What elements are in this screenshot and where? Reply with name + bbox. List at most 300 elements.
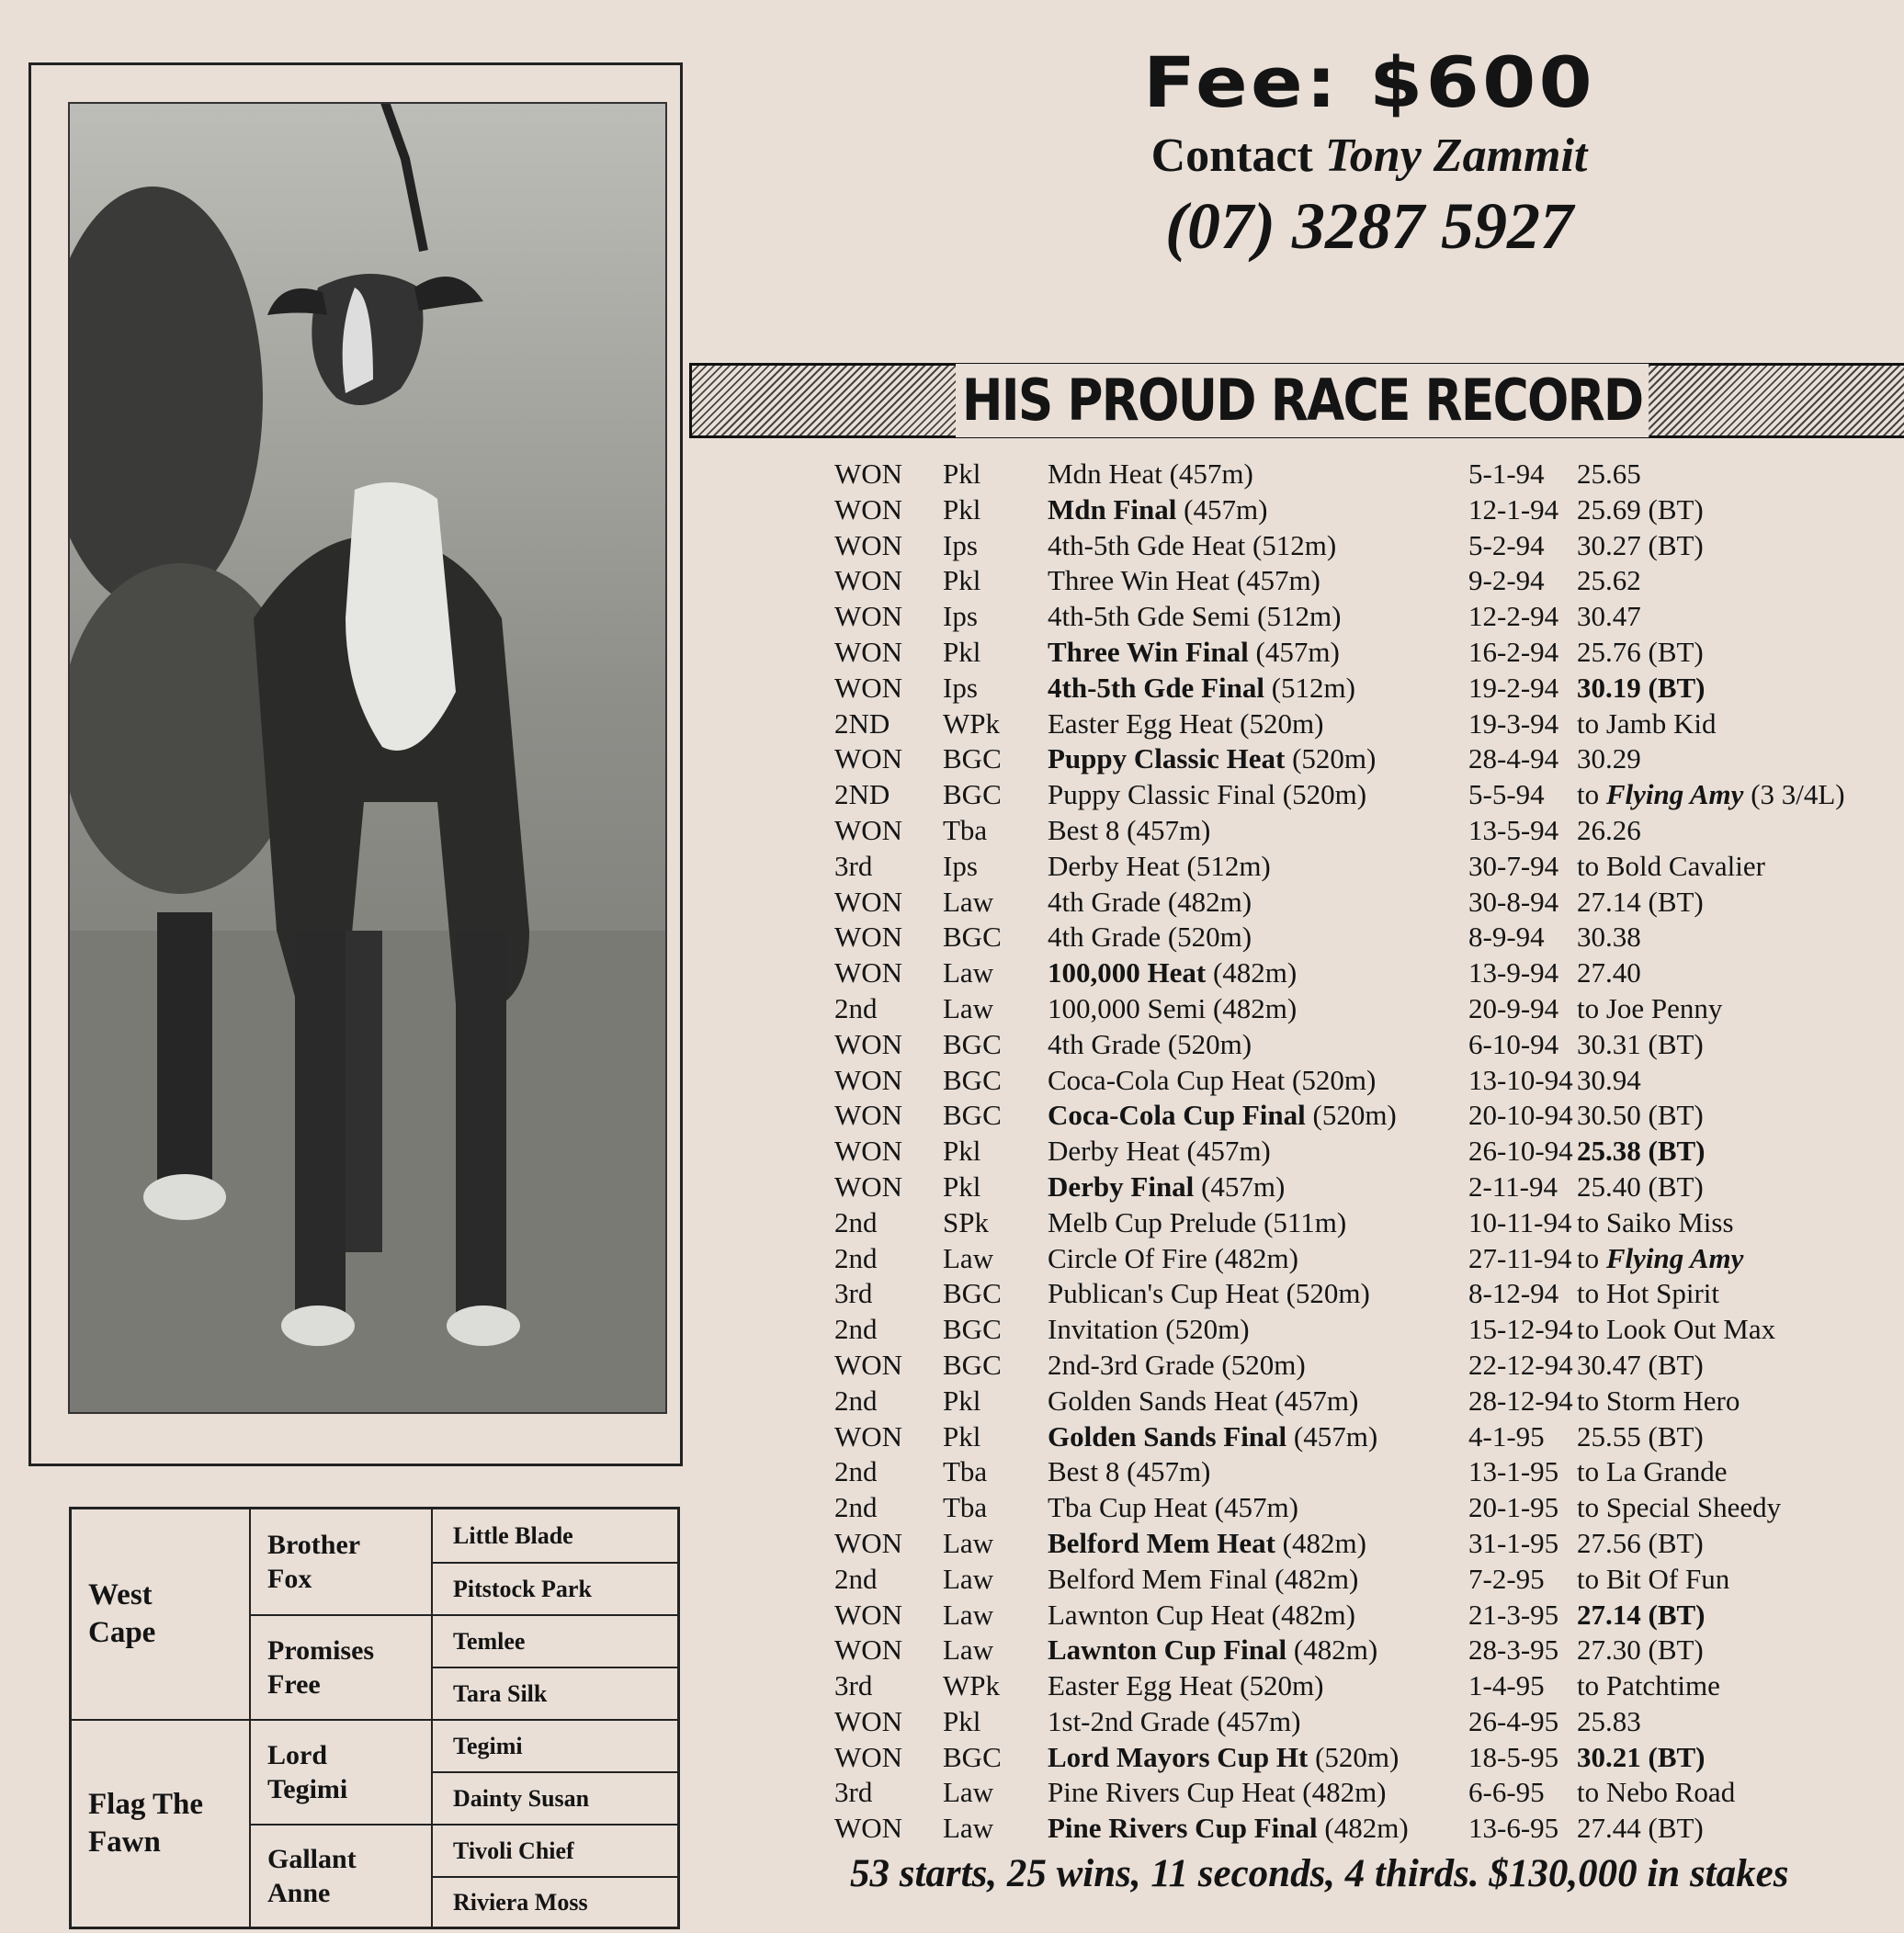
race-track: BGC [943,1027,1002,1060]
race-date: 2-11-94 [1468,1170,1558,1203]
race-date: 13-9-94 [1468,956,1559,989]
race-result: 2nd [834,1562,878,1595]
race-time-or-placing [1577,1028,1704,1061]
race-row [834,1776,1900,1812]
race-distance: (457m) [1214,1491,1298,1524]
race-result: WON [834,1099,903,1132]
race-distance: (520m) [1240,1669,1324,1702]
race-time: to [1577,1241,1600,1274]
race-track: WPk [943,707,1000,740]
race-time: 30.94 [1577,1063,1641,1096]
race-distance: (482m) [1271,1598,1355,1631]
pedigree-g3-8: Riviera Moss [431,1876,677,1927]
race-result: WON [834,1063,903,1096]
race-track: BGC [943,1277,1002,1310]
race-track: Pkl [943,492,981,526]
race-track: Ips [943,671,978,704]
race-distance: (482m) [1167,885,1252,918]
pedigree-g3-7: Tivoli Chief [431,1824,677,1876]
race-event-name: Derby Heat [1048,849,1180,882]
race-date: 28-4-94 [1468,742,1559,775]
race-track: Law [943,885,994,918]
pedigree-g3-4: Tara Silk [431,1667,677,1719]
contact-prefix: Contact [1150,130,1313,182]
race-event-name: Best 8 [1048,813,1120,846]
race-time-or-placing [1577,529,1704,562]
race-result: WON [834,1348,903,1381]
race-track: BGC [943,1740,1002,1773]
race-event-name: Puppy Classic Heat [1048,742,1286,775]
race-event-name: Puppy Classic Final [1048,778,1276,811]
race-time-or-placing [1577,493,1704,526]
race-event-name: 4th Grade [1048,921,1162,954]
race-date: 16-2-94 [1468,635,1559,668]
race-result: 3rd [834,849,873,882]
race-event [1048,850,1271,883]
race-track: BGC [943,1348,1002,1381]
race-time-or-placing [1577,600,1641,633]
race-track: Pkl [943,635,981,668]
race-track: SPk [943,1205,989,1238]
race-event [1048,1064,1376,1097]
race-track: BGC [943,742,1002,775]
race-time-or-placing [1577,1242,1743,1275]
race-time-or-placing [1577,1170,1704,1204]
race-time: 30.50 (BT) [1577,1099,1704,1132]
race-time: 25.83 [1577,1704,1641,1737]
race-event-name: 100,000 Heat [1048,956,1207,989]
pedigree-dam-dam: Gallant Anne [249,1824,431,1927]
pedigree-g3-2: Pitstock Park [431,1562,677,1614]
race-event [1048,742,1376,775]
race-date: 6-10-94 [1468,1027,1559,1060]
race-time-or-placing [1577,1705,1641,1738]
race-event-name: Pine Rivers Cup Final [1048,1812,1318,1845]
race-row [834,1313,1900,1349]
race-date: 15-12-94 [1468,1313,1573,1346]
race-row [834,1669,1900,1705]
race-time: 30.47 (BT) [1577,1348,1704,1381]
race-time: to Look Out Max [1577,1313,1776,1346]
race-time-or-placing [1577,850,1765,883]
race-event-name: Belford Mem Final [1048,1562,1268,1595]
race-event [1048,1633,1377,1667]
race-time: 30.19 (BT) [1577,671,1706,704]
race-row [834,1420,1900,1456]
race-row [834,636,1900,672]
race-time-or-placing [1577,1349,1704,1382]
race-result: 2nd [834,1205,878,1238]
race-track: Ips [943,600,978,633]
race-event [1048,1099,1397,1132]
contact-phone: (07) 3287 5927 [1165,189,1573,263]
race-event-name: Tba Cup Heat [1048,1491,1207,1524]
race-time-or-placing [1577,1420,1704,1453]
race-result: WON [834,1135,903,1168]
race-track: Pkl [943,1170,981,1203]
race-distance: (457m) [1293,1419,1378,1453]
race-row [834,707,1900,743]
race-event-name: 100,000 Semi [1048,991,1207,1024]
race-row [834,1599,1900,1634]
pedigree-sire-sire: Brother Fox [249,1509,431,1614]
race-distance: (520m) [1167,1027,1252,1060]
race-track: Pkl [943,1384,981,1417]
race-date: 8-9-94 [1468,921,1545,954]
pedigree-sire-dam: Promises Free [249,1614,431,1719]
race-track: Tba [943,1491,988,1524]
race-row [834,1705,1900,1741]
pedigree-sire: West Cape [88,1577,156,1649]
race-opponent: Flying Amy [1605,778,1744,811]
race-distance: (520m) [1165,1313,1250,1346]
race-time-or-placing [1577,707,1717,740]
race-result: WON [834,458,903,490]
race-row [834,1349,1900,1385]
race-row [834,992,1900,1028]
pedigree-g3-3: Temlee [431,1614,677,1667]
race-row [834,564,1900,600]
race-event-name: 1st-2nd Grade [1048,1704,1210,1737]
race-time: 30.31 (BT) [1577,1027,1704,1060]
race-time-or-placing [1577,1563,1729,1596]
race-date: 8-12-94 [1468,1277,1559,1310]
race-distance: (520m) [1282,778,1367,811]
race-event [1048,1385,1358,1418]
race-date: 20-9-94 [1468,991,1559,1024]
race-distance: (520m) [1292,742,1377,775]
race-time: to La Grande [1577,1455,1728,1488]
race-distance: (512m) [1271,671,1355,704]
greyhound-illustration [70,104,665,1412]
race-time: to Bold Cavalier [1577,849,1765,882]
race-event [1048,1776,1387,1809]
race-event-name: Mdn Final [1048,492,1177,526]
race-time: 27.40 [1577,956,1641,989]
race-row [834,1563,1900,1599]
race-result: WON [834,921,903,954]
race-event-name: Belford Mem Heat [1048,1526,1275,1559]
race-row [834,778,1900,814]
race-time: to Hot Spirit [1577,1277,1720,1310]
race-event [1048,600,1341,633]
race-time-or-placing [1577,1455,1728,1488]
race-distance: (482m) [1214,1241,1298,1274]
race-event [1048,529,1336,562]
race-distance: (482m) [1212,956,1298,989]
race-time-or-placing [1577,992,1722,1025]
race-time-or-placing [1577,1776,1735,1809]
race-event [1048,1135,1271,1168]
race-result: WON [834,1027,903,1060]
race-track: Law [943,1598,994,1631]
race-date: 12-1-94 [1468,492,1559,526]
race-result: WON [834,1633,903,1667]
race-time-or-placing [1577,886,1704,919]
race-distance: (520m) [1312,1099,1397,1132]
race-event [1048,1349,1306,1382]
race-distance: (457m) [1169,458,1253,490]
race-time: to Patchtime [1577,1669,1720,1702]
race-event-name: 4th-5th Gde Semi [1048,600,1251,633]
race-event [1048,1491,1298,1524]
race-time-or-placing [1577,778,1845,811]
race-result: 3rd [834,1776,873,1809]
race-track: BGC [943,1313,1002,1346]
race-event [1048,1455,1210,1488]
race-time: 30.47 [1577,600,1641,633]
race-distance: (512m) [1257,600,1342,633]
race-date: 13-6-95 [1468,1812,1559,1845]
race-event [1048,493,1267,526]
race-opponent: Flying Amy [1605,1241,1744,1274]
race-time: 25.69 (BT) [1577,492,1704,526]
race-row [834,1242,1900,1278]
race-row [834,1064,1900,1100]
race-time: to Jamb Kid [1577,707,1717,740]
race-track: Law [943,1241,994,1274]
race-time-or-placing [1577,564,1641,597]
race-event-name: Melb Cup Prelude [1048,1205,1257,1238]
race-row [834,1527,1900,1563]
race-time: to Nebo Road [1577,1776,1736,1809]
race-time-or-placing [1577,1099,1704,1132]
race-distance: (457m) [1186,1135,1271,1168]
pedigree-table [69,1507,680,1929]
race-distance: (520m) [1292,1063,1377,1096]
race-time: 25.40 (BT) [1577,1170,1704,1203]
race-result: 2nd [834,991,878,1024]
race-event [1048,1669,1323,1702]
race-row [834,1135,1900,1170]
race-distance: (457m) [1127,813,1211,846]
contact-line [1011,129,1728,183]
race-row [834,1099,1900,1135]
race-time-or-placing [1577,921,1641,954]
race-result: WON [834,564,903,597]
race-track: BGC [943,1063,1002,1096]
race-track: BGC [943,778,1002,811]
race-time: 27.44 (BT) [1577,1812,1704,1845]
race-event-name: Invitation [1048,1313,1159,1346]
race-time-or-placing [1577,742,1641,775]
race-time: to Storm Hero [1577,1384,1740,1417]
race-time: 30.29 [1577,742,1641,775]
race-track: Tba [943,813,988,846]
race-time: 30.38 [1577,921,1641,954]
race-time: 27.14 (BT) [1577,1598,1706,1631]
race-result: 2nd [834,1241,878,1274]
pedigree-g3-5: Tegimi [431,1719,677,1771]
race-event [1048,992,1297,1025]
race-event-name: Publican's Cup Heat [1048,1277,1279,1310]
race-result: WON [834,1419,903,1453]
race-row [834,1028,1900,1064]
race-row [834,1277,1900,1313]
race-time: to Special Sheedy [1577,1491,1782,1524]
race-time: 25.76 (BT) [1577,635,1704,668]
race-result: 2ND [834,707,890,740]
race-result: WON [834,1526,903,1559]
race-track: BGC [943,921,1002,954]
race-event-name: Golden Sands Heat [1048,1384,1268,1417]
race-track: Ips [943,849,978,882]
race-track: BGC [943,1099,1002,1132]
race-time-or-placing [1577,1277,1719,1310]
race-time-or-placing [1577,1206,1734,1239]
race-time-or-placing [1577,1527,1704,1560]
race-time: 25.55 (BT) [1577,1419,1704,1453]
race-result: WON [834,813,903,846]
race-result: WON [834,1740,903,1773]
race-time: to Joe Penny [1577,991,1723,1024]
race-row [834,672,1900,707]
race-event-name: 4th-5th Gde Heat [1048,528,1246,561]
race-event [1048,636,1340,669]
race-result: WON [834,1598,903,1631]
race-distance: (482m) [1324,1812,1409,1845]
race-date: 27-11-94 [1468,1241,1572,1274]
race-track: Law [943,956,994,989]
race-distance: (520m) [1221,1348,1306,1381]
race-row [834,1385,1900,1420]
race-row [834,1206,1900,1242]
race-result: 2nd [834,1313,878,1346]
race-distance: (457m) [1184,492,1268,526]
race-distance: (457m) [1217,1704,1301,1737]
race-track: Law [943,1633,994,1667]
race-date: 13-1-95 [1468,1455,1559,1488]
race-distance: (457m) [1236,564,1320,597]
race-result: WON [834,1704,903,1737]
race-distance: (457m) [1127,1455,1211,1488]
race-distance: (457m) [1201,1170,1286,1203]
race-date: 22-12-94 [1468,1348,1573,1381]
race-time: 30.27 (BT) [1577,528,1704,561]
race-distance: (520m) [1315,1740,1400,1773]
race-result: WON [834,600,903,633]
race-event-name: 4th Grade [1048,885,1162,918]
race-row [834,458,1900,493]
race-result: 2ND [834,778,890,811]
race-date: 13-5-94 [1468,813,1559,846]
career-summary: 53 starts, 25 wins, 11 seconds, 4 thirds. $130,000 in stakes [850,1852,1789,1895]
race-event-name: Golden Sands Final [1048,1419,1287,1453]
race-result: 3rd [834,1277,873,1310]
race-event-name: Derby Heat [1048,1135,1180,1168]
race-time: 26.26 [1577,813,1641,846]
race-event-name: Circle Of Fire [1048,1241,1207,1274]
race-track: Law [943,991,994,1024]
race-result: WON [834,885,903,918]
race-date: 26-4-95 [1468,1704,1559,1737]
race-event-name: Easter Egg Heat [1048,1669,1233,1702]
race-time-or-placing [1577,956,1641,989]
race-result: WON [834,635,903,668]
race-time: 30.21 (BT) [1577,1740,1706,1773]
race-time-or-placing [1577,1385,1740,1418]
race-time: to Bit Of Fun [1577,1562,1730,1595]
greyhound-photo [68,102,667,1414]
race-event-name: Derby Final [1048,1170,1195,1203]
race-row [834,493,1900,529]
pedigree-dam: Flag The Fawn [72,1719,249,1927]
race-event-name: Best 8 [1048,1455,1120,1488]
race-row [834,1455,1900,1491]
race-result: WON [834,492,903,526]
race-time: 25.38 (BT) [1577,1135,1706,1168]
race-result: 2nd [834,1384,878,1417]
race-event [1048,1313,1250,1346]
race-result: WON [834,1170,903,1203]
race-result: WON [834,671,903,704]
race-result: 2nd [834,1455,878,1488]
race-row [834,921,1900,956]
race-date: 6-6-95 [1468,1776,1545,1809]
race-track: Pkl [943,564,981,597]
race-date: 20-10-94 [1468,1099,1573,1132]
race-record-table [834,458,1900,1848]
race-event [1048,672,1355,705]
race-distance: (520m) [1167,921,1252,954]
race-distance: (482m) [1293,1633,1378,1667]
race-distance: (511m) [1264,1205,1347,1238]
race-time-or-placing [1577,1313,1775,1346]
race-event-name: Coca-Cola Cup Heat [1048,1063,1286,1096]
race-event-name: Mdn Heat [1048,458,1162,490]
race-date: 19-3-94 [1468,707,1559,740]
contact-name: Tony Zammit [1324,130,1588,182]
race-event-name: Coca-Cola Cup Final [1048,1099,1306,1132]
race-event-name: 4th-5th Gde Final [1048,671,1264,704]
race-event [1048,1277,1370,1310]
race-track: Law [943,1562,994,1595]
race-event [1048,1170,1285,1204]
race-event-name: Pine Rivers Cup Heat [1048,1776,1296,1809]
race-time: 27.14 (BT) [1577,885,1704,918]
race-result: WON [834,956,903,989]
race-date: 19-2-94 [1468,671,1559,704]
race-row [834,814,1900,850]
race-track: Tba [943,1455,988,1488]
race-row [834,1633,1900,1669]
race-date: 30-8-94 [1468,885,1559,918]
race-time-or-placing [1577,1064,1641,1097]
race-event [1048,886,1252,919]
race-row [834,850,1900,886]
race-time-or-placing [1577,1633,1704,1667]
race-distance: (520m) [1286,1277,1370,1310]
race-result: 2nd [834,1491,878,1524]
race-event [1048,1242,1298,1275]
race-time-or-placing [1577,1669,1720,1702]
race-distance: (512m) [1252,528,1337,561]
race-event-name: Easter Egg Heat [1048,707,1233,740]
race-row [834,742,1900,778]
race-distance: (482m) [1212,991,1298,1024]
race-time-or-placing [1577,1812,1704,1845]
race-distance: (457m) [1255,635,1340,668]
race-time: 27.56 (BT) [1577,1526,1704,1559]
race-track: Law [943,1812,994,1845]
race-time: 25.62 [1577,564,1641,597]
race-event [1048,1705,1301,1738]
race-event-name: Lawnton Cup Final [1048,1633,1287,1667]
race-track: Law [943,1776,994,1809]
race-event-name: 2nd-3rd Grade [1048,1348,1215,1381]
race-result: 3rd [834,1669,873,1702]
race-event [1048,1420,1377,1453]
